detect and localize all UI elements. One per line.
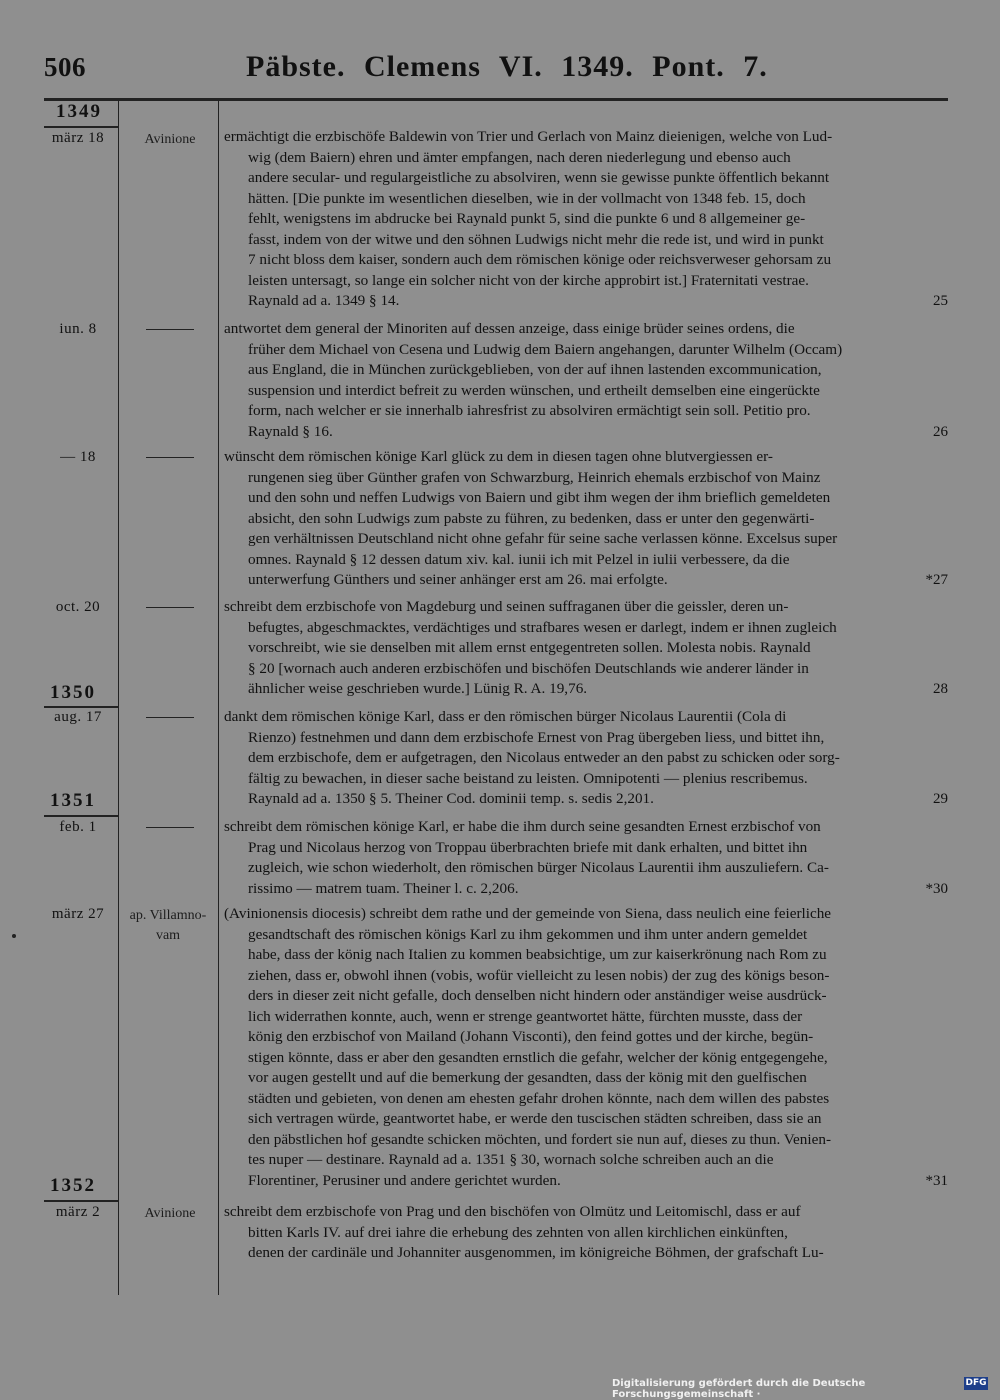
entry-line: Rienzo) festnehmen und dann dem erzbischofe Ernest von Prag übergeben liess, und bittet ihn,	[248, 728, 825, 746]
entry-line: ders in dieser zeit nicht gefalle, doch denselben nicht hindern oder anständiger weise ausdrück-	[248, 987, 827, 1004]
entry-line: form, nach welcher er sie innerhalb iahresfrist zu absolviren ermächtigt sein soll. Petitio pro.	[248, 402, 811, 419]
entry-line: Raynald ad a. 1349 § 14.	[248, 292, 400, 309]
year-heading: 1352	[50, 1175, 96, 1196]
entry-line: befugtes, abgeschmacktes, verdächtiges und strafbares wesen er darlegt, indem er ihnen zugleich	[248, 618, 837, 636]
entry-line: schreibt dem erzbischofe von Prag und den bischöfen von Olmütz und Leitomischl, dass er auf	[224, 1203, 801, 1220]
ditto-dash	[146, 607, 194, 608]
ditto-dash	[146, 329, 194, 330]
entry-number: 29	[933, 791, 948, 807]
entry-line: fehlt, wenigstens im abdrucke bei Raynald punkt 5, sind die punkte 6 und 8 allgemeiner ge-	[248, 210, 806, 227]
entry-line: Raynald § 16.	[248, 422, 333, 440]
entry-line: gen verhältnissen Deutschland nicht ohne gefahr für seine sache verlassen könne. Excelsus super	[248, 530, 838, 547]
year-rule	[44, 815, 118, 817]
entry-line: zugleich, wie schon wiederholt, den römischen bürger Nicolaus Laurentii ihm auszuliefern. Ca-	[248, 859, 829, 876]
regest-entry	[224, 447, 948, 591]
entry-number: *30	[925, 880, 948, 897]
entry-line: früher dem Michael von Cesena und Ludwig dem Baiern angehangen, darunter Wilhelm (Occam)	[248, 340, 843, 358]
entry-line: Raynald ad a. 1350 § 5. Theiner Cod. dominii temp. s. sedis 2,201.	[248, 790, 654, 807]
entry-place: Avinione	[144, 132, 196, 147]
entry-line: antwortet dem general der Minoriten auf dessen anzeige, dass einige brüder seines ordens, die	[224, 320, 795, 337]
entry-line: schreibt dem erzbischofe von Magdeburg und seinen suffraganen über die geissler, deren un-	[224, 598, 789, 615]
margin-mark	[12, 934, 16, 938]
entry-number: 28	[933, 681, 948, 697]
entry-line: unterwerfung Günthers und seiner anhänger erst am 26. mai erfolgte.	[248, 571, 668, 588]
entry-line: könig den erzbischof von Mailand (Johann Visconti), den feind gottes und der kirche, begün-	[248, 1028, 814, 1045]
entry-date: — 18	[60, 449, 96, 465]
year-rule	[44, 1200, 118, 1202]
year-rule	[44, 126, 118, 128]
entry-line: omnes. Raynald § 12 dessen datum xiv. kal. iunii ich mit Pelzel in iulii verbessere, da die	[248, 550, 790, 568]
regest-entry	[224, 319, 948, 442]
entry-line: rungenen sieg über Günther grafen von Schwarzburg, Heinrich ehemals erzbischof von Mainz	[248, 468, 821, 486]
entry-date: oct. 20	[55, 599, 101, 615]
entry-line: wig (dem Baiern) ehren und ämter empfangen, nach deren niederlegung und ebenso auch	[248, 148, 791, 166]
entry-line: ähnlicher weise geschrieben wurde.] Lünig R. A. 19,76.	[248, 680, 588, 697]
entry-number: *31	[925, 1172, 948, 1189]
entry-date: märz 27	[51, 906, 105, 922]
ditto-dash	[146, 717, 194, 718]
dfg-logo: DFG	[965, 1378, 987, 1388]
entry-line: fasst, indem von der witwe und den söhnen Ludwigs nicht mehr die rede ist, und wird in punkt	[248, 230, 824, 248]
entry-date: märz 2	[55, 1204, 101, 1220]
entry-line: sich vertragen würde, geantwortet habe, er werde den tuscischen städten schreiben, dass sie an	[248, 1110, 822, 1127]
entry-line: fältig zu bewachen, in dieser sache beistand zu leisten. Omnipotenti — plenius rescribemus.	[248, 769, 808, 787]
entry-line: leisten untersagt, so lange ein solcher nicht von der kirche approbirt ist.] Fraternitati vestrae.	[248, 271, 809, 289]
regest-entry	[224, 707, 948, 810]
entry-line: (Avinionensis diocesis) schreibt dem rathe und der gemeinde von Siena, dass neulich eine feierliche	[224, 905, 832, 922]
year-heading: 1350	[50, 682, 96, 703]
entry-line: bitten Karls IV. auf drei iahre die erhebung des zehnten von allen kirchlichen einkünften,	[248, 1223, 788, 1241]
entry-line: aus England, die in München zurückgeblieben, von der auf ihnen lastenden excommunication,	[248, 361, 822, 378]
entry-line: gesandtschaft des römischen königs Karl zu ihm gekommen und ihm unter andern gemeldet	[248, 925, 808, 943]
entry-line: den päbstlichen hof gesandte schicken möchten, und fordert sie nun auf, dieses zu thun. Venien-	[248, 1130, 832, 1148]
entry-date: märz 18	[51, 130, 105, 146]
regest-entry	[224, 904, 948, 1191]
entry-line: habe, dass der könig nach Italien zu kommen beabsichtige, um zur kaiserkrönung nach Rom zu	[248, 946, 827, 963]
entry-date: aug. 17	[54, 709, 102, 725]
running-head: Päbste. Clemens VI. 1349. Pont. 7.	[246, 50, 768, 83]
regest-entry	[224, 1202, 948, 1264]
entry-line: dem erzbischofe, dem er aufgetragen, den Nicolaus entweder an den pabst zu schicken oder sorg-	[248, 749, 840, 766]
entry-date: iun. 8	[59, 321, 97, 337]
year-rule	[44, 706, 118, 708]
entry-line: Prag und Nicolaus herzog von Troppau überbrachten briefe mit dank erhalten, und bittet ihn	[248, 838, 808, 856]
entry-number: 25	[933, 293, 948, 309]
entry-line: und den sohn und neffen Ludwigs von Baiern und gibt ihm wegen der ihm brieflich gemeldeten	[248, 489, 831, 506]
entry-place: ap. Villamno-vam	[129, 908, 207, 943]
page-header	[0, 0, 1000, 100]
regest-entry	[224, 127, 948, 312]
entry-line: wünscht dem römischen könige Karl glück zu dem in diesen tagen ohne blutvergiessen er-	[224, 448, 773, 465]
digitization-credit: Digitalisierung gefördert durch die Deutsche Forschungsgemeinschaft ·	[612, 1378, 866, 1400]
entry-line: vorschreibt, wie sie denselben mit allem ernst entgegentreten sollen. Molesta nobis. Raynald	[248, 639, 811, 656]
column-divider-date	[118, 100, 119, 1295]
ditto-dash	[146, 827, 194, 828]
column-divider-place	[218, 100, 219, 1295]
entry-line: vor augen gestellt und auf die bemerkung der gesandten, dass der könig mit den guelfischen	[248, 1069, 807, 1086]
entry-line: absicht, den sohn Ludwigs zum pabste zu führen, zu bedenken, dass er unter den gegenwärti-	[248, 509, 815, 527]
entry-line: § 20 [wornach auch anderen erzbischöfen und bischöfen Deutschlands wie anderer länder in	[248, 659, 809, 677]
entry-line: lich widerrathen konnte, auch, wenn er strenge geantwortet hätte, fürchten musste, dass der	[248, 1007, 803, 1025]
entry-line: Florentiner, Perusiner und andere gerichtet wurden.	[248, 1171, 561, 1189]
entry-line: stigen könnte, dass er aber den gesandten ernstlich die gefahr, welcher der könig entgegengehe,	[248, 1048, 828, 1066]
entry-line: tes nuper — destinare. Raynald ad a. 1351 § 30, wornach solche schreiben auch an die	[248, 1151, 774, 1168]
entry-line: suspension und interdict befreit zu werden wünschen, und ertheilt demselben eine eingerückte	[248, 381, 820, 399]
page-number: 506	[44, 52, 86, 82]
entry-line: dankt dem römischen könige Karl, dass er den römischen bürger Nicolaus Laurentii (Cola di	[224, 708, 787, 725]
entry-line: hätten. [Die punkte im wesentlichen dieselben, wie in der vollmacht von 1348 feb. 15, doch	[248, 189, 806, 207]
ditto-dash	[146, 457, 194, 458]
entry-line: städten und gebieten, von denen am ehesten gefahr drohen könnte, nach dem willen des pabstes	[248, 1089, 830, 1107]
regest-entry	[224, 597, 948, 700]
entry-number: 26	[933, 423, 948, 440]
year-heading: 1349	[56, 101, 102, 122]
entry-place: Avinione	[144, 1206, 196, 1221]
header-rule	[44, 98, 948, 101]
entry-line: ermächtigt die erzbischöfe Baldewin von Trier und Gerlach von Mainz dieienigen, welche von Lud-	[224, 128, 833, 145]
entry-line: schreibt dem römischen könige Karl, er habe die ihm durch seine gesandten Ernest erzbischof von	[224, 818, 821, 835]
regest-entry	[224, 817, 948, 899]
entry-line: rissimo — matrem tuam. Theiner l. c. 2,206.	[248, 879, 519, 897]
entry-line: ziehen, dass er, obwohl ihnen (vobis, wofür vielleicht zu lesen nobis) der zug des königs beson-	[248, 966, 830, 984]
entry-line: 7 nicht bloss dem kaiser, sondern auch dem römischen könige oder reichsverweser gehorsam zu	[248, 251, 832, 268]
year-heading: 1351	[50, 790, 96, 811]
entry-line: andere secular- und regulargeistliche zu absolviren, wenn sie gewisse punkte öffentlich bekannt	[248, 169, 830, 186]
entry-number: *27	[925, 572, 948, 588]
entry-date: feb. 1	[59, 819, 97, 835]
entry-line: denen der cardinäle und Johanniter ausgenommen, im königreiche Böhmen, der grafschaft Lu-	[248, 1244, 824, 1261]
